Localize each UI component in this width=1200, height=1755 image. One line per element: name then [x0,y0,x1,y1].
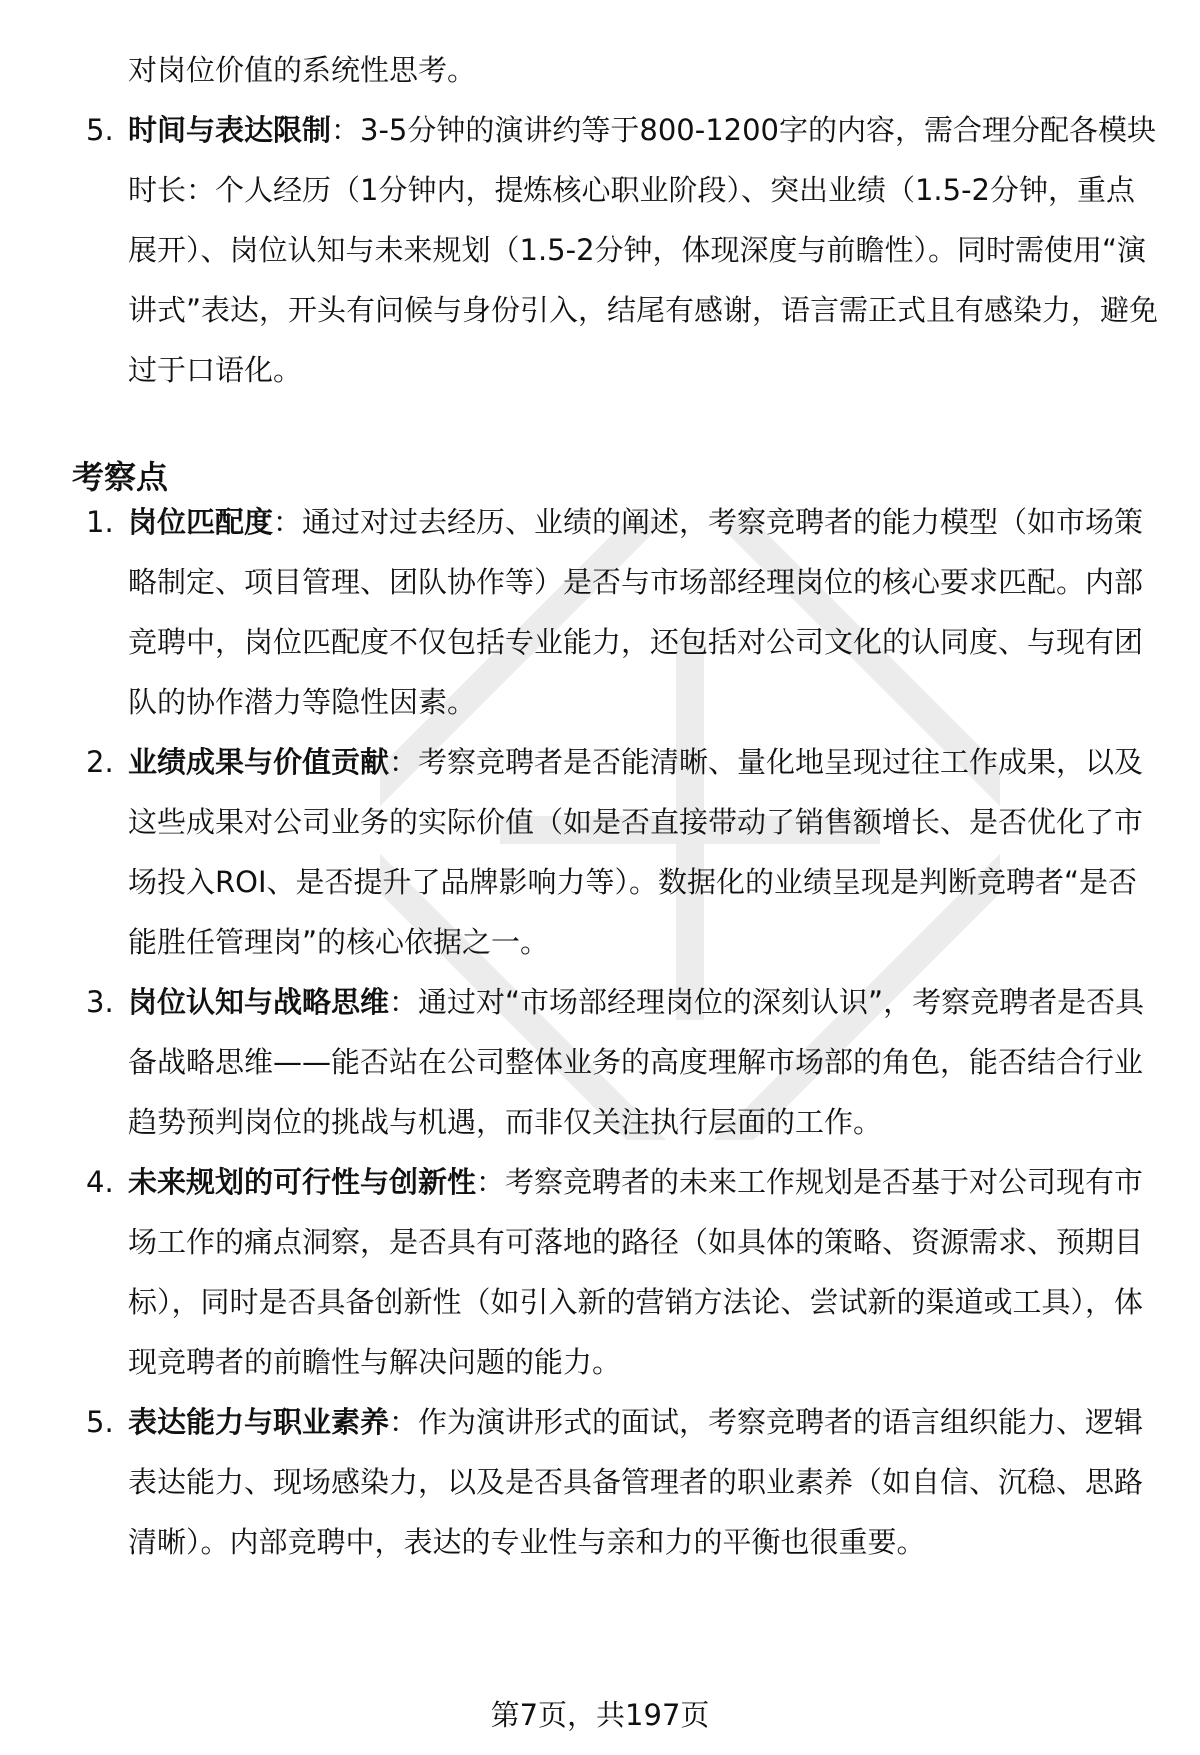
list-item [86,732,1160,972]
list-term: 时间与表达限制 [128,113,332,147]
list-item [86,1392,1160,1572]
list-text: ：通过对过去经历、业绩的阐述，考察竞聘者的能力模型（如市场策略制定、项目管理、团队协作等）是否与市场部经理岗位的核心要求匹配。内部竞聘中，岗位匹配度不仅包括专业能力，还包括对公司文化的认同度、与现有团队的协作潜力等隐性因素。 [128,505,1144,719]
list-term: 未来规划的可行性与创新性 [128,1165,477,1199]
page-footer: 第7页，共197页 [490,1698,710,1732]
list-body [128,1152,1160,1392]
list-number: 3. [86,985,114,1019]
list-body [128,1392,1160,1572]
list-term: 岗位认知与战略思维 [128,985,390,1019]
list-number: 1. [86,505,114,539]
list-text: ：考察竞聘者是否能清晰、量化地呈现过往工作成果，以及这些成果对公司业务的实际价值（如是否直接带动了销售额增长、是否优化了市场投入ROI、是否提升了品牌影响力等）。数据化的业绩呈现是判断竞聘者“是否能胜任管理岗”的核心依据之一。 [128,745,1144,959]
list-number: 4. [86,1165,114,1199]
list-body [128,100,1160,400]
list-term: 业绩成果与价值贡献 [128,745,390,779]
list-item [86,100,1160,400]
list-body [128,492,1160,732]
list-item [86,972,1160,1152]
list-text: ：3-5分钟的演讲约等于800-1200字的内容，需合理分配各模块时长：个人经历（1分钟内，提炼核心职业阶段）、突出业绩（1.5-2分钟，重点展开）、岗位认知与未来规划（1.5-2分钟，体现深度与前瞻性）。同时需使用“演讲式”表达，开头有问候与身份引入，结尾有感谢，语言需正式且有感染力，避免过于口语化。 [128,113,1159,387]
list-text: ：考察竞聘者的未来工作规划是否基于对公司现有市场工作的痛点洞察，是否具有可落地的路径（如具体的策略、资源需求、预期目标），同时是否具备创新性（如引入新的营销方法论、尝试新的渠道或工具），体现竞聘者的前瞻性与解决问题的能力。 [128,1165,1144,1379]
continuation-text: 对岗位价值的系统性思考。 [128,53,477,87]
list-number: 2. [86,745,114,779]
list-body [128,972,1160,1152]
list-number: 5. [86,1405,114,1439]
list-term: 岗位匹配度 [128,505,274,539]
list-body [128,732,1160,972]
list-item [86,1152,1160,1392]
list-text: ：作为演讲形式的面试，考察竞聘者的语言组织能力、逻辑表达能力、现场感染力，以及是否具备管理者的职业素养（如自信、沉稳、思路清晰）。内部竞聘中，表达的专业性与亲和力的平衡也很重要。 [128,1405,1144,1559]
list-item [86,492,1160,732]
list-number: 5. [86,113,114,147]
list-text: ：通过对“市场部经理岗位的深刻认识”，考察竞聘者是否具备战略思维——能否站在公司整体业务的高度理解市场部的角色，能否结合行业趋势预判岗位的挑战与机遇，而非仅关注执行层面的工作。 [128,985,1145,1139]
section-heading: 考察点 [72,458,169,496]
list-term: 表达能力与职业素养 [128,1405,390,1439]
